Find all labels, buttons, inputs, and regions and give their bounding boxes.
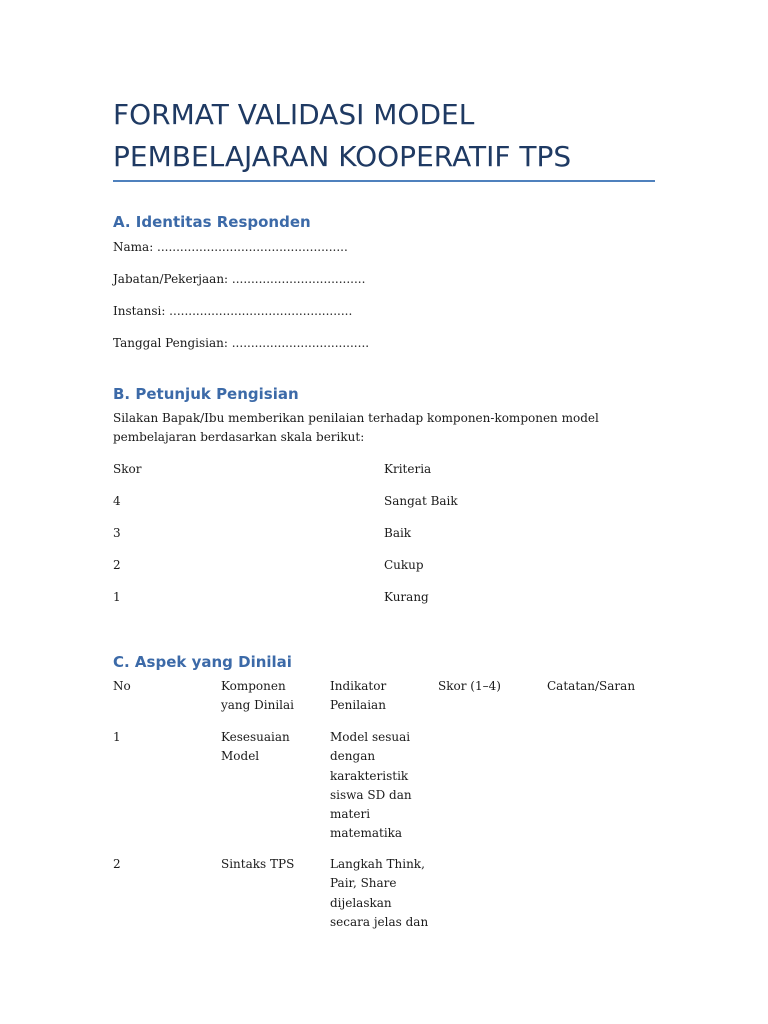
title-divider bbox=[113, 180, 655, 182]
section-b-heading: B. Petunjuk Pengisian bbox=[113, 385, 299, 403]
row-2-indicator-line-3: dijelaskan bbox=[330, 895, 392, 910]
row-1-indicator-line-2: dengan bbox=[330, 749, 376, 764]
instruction-line-1: Silakan Bapak/Ibu memberikan penilaian terhadap komponen-komponen model bbox=[113, 411, 599, 425]
scale-criteria-1: Kurang bbox=[384, 590, 429, 604]
scale-criteria-2: Cukup bbox=[384, 558, 424, 572]
row-1-component-line-1: Kesesuaian bbox=[221, 730, 290, 744]
field-instansi: Instansi: ................................................ bbox=[113, 304, 353, 318]
scale-criteria-3: Baik bbox=[384, 526, 412, 540]
row-2-indicator bbox=[330, 855, 428, 932]
document-title bbox=[113, 94, 655, 178]
scale-header-score: Skor bbox=[113, 462, 142, 476]
row-1-component-line-2: Model bbox=[221, 749, 260, 764]
scale-score-3: 3 bbox=[113, 526, 121, 540]
scale-score-2: 2 bbox=[113, 558, 121, 572]
field-tanggal: Tanggal Pengisian: .................................... bbox=[113, 336, 370, 350]
row-1-indicator-line-6: matematika bbox=[330, 826, 403, 841]
scale-header-criteria: Kriteria bbox=[384, 462, 432, 476]
field-nama: Nama: .................................................. bbox=[113, 240, 348, 254]
scale-score-4: 4 bbox=[113, 494, 121, 508]
column-header-component-line-2: yang Dinilai bbox=[221, 698, 295, 713]
column-header-score: Skor (1–4) bbox=[438, 679, 501, 693]
title-line-2: PEMBELAJARAN KOOPERATIF TPS bbox=[113, 140, 572, 173]
column-header-indicator-line-2: Penilaian bbox=[330, 698, 386, 713]
scale-criteria-4: Sangat Baik bbox=[384, 494, 458, 508]
row-2-indicator-line-2: Pair, Share bbox=[330, 876, 397, 891]
title-line-1: FORMAT VALIDASI MODEL bbox=[113, 98, 475, 131]
section-a-heading: A. Identitas Responden bbox=[113, 213, 311, 231]
column-header-indicator bbox=[330, 677, 386, 716]
row-1-indicator-line-3: karakteristik bbox=[330, 768, 409, 783]
column-header-component bbox=[221, 677, 294, 716]
instruction-line-2: pembelajaran berdasarkan skala berikut: bbox=[113, 430, 365, 444]
row-1-no: 1 bbox=[113, 730, 121, 744]
row-1-indicator-line-5: materi bbox=[330, 807, 371, 822]
row-1-indicator-line-1: Model sesuai bbox=[330, 730, 411, 744]
row-2-no: 2 bbox=[113, 857, 121, 871]
section-c-heading: C. Aspek yang Dinilai bbox=[113, 653, 292, 671]
column-header-notes: Catatan/Saran bbox=[547, 679, 636, 693]
row-2-component-line-1: Sintaks TPS bbox=[221, 857, 295, 871]
row-2-indicator-line-4: secara jelas dan bbox=[330, 914, 429, 929]
scale-score-1: 1 bbox=[113, 590, 121, 604]
field-jabatan: Jabatan/Pekerjaan: ................................... bbox=[113, 272, 366, 286]
column-header-component-line-1: Komponen bbox=[221, 679, 286, 693]
column-header-indicator-line-1: Indikator bbox=[330, 679, 387, 693]
column-header-no: No bbox=[113, 679, 131, 693]
row-2-indicator-line-1: Langkah Think, bbox=[330, 857, 425, 871]
row-1-component bbox=[221, 728, 290, 767]
row-1-indicator bbox=[330, 728, 412, 844]
row-2-component bbox=[221, 855, 294, 874]
row-1-indicator-line-4: siswa SD dan bbox=[330, 787, 412, 802]
